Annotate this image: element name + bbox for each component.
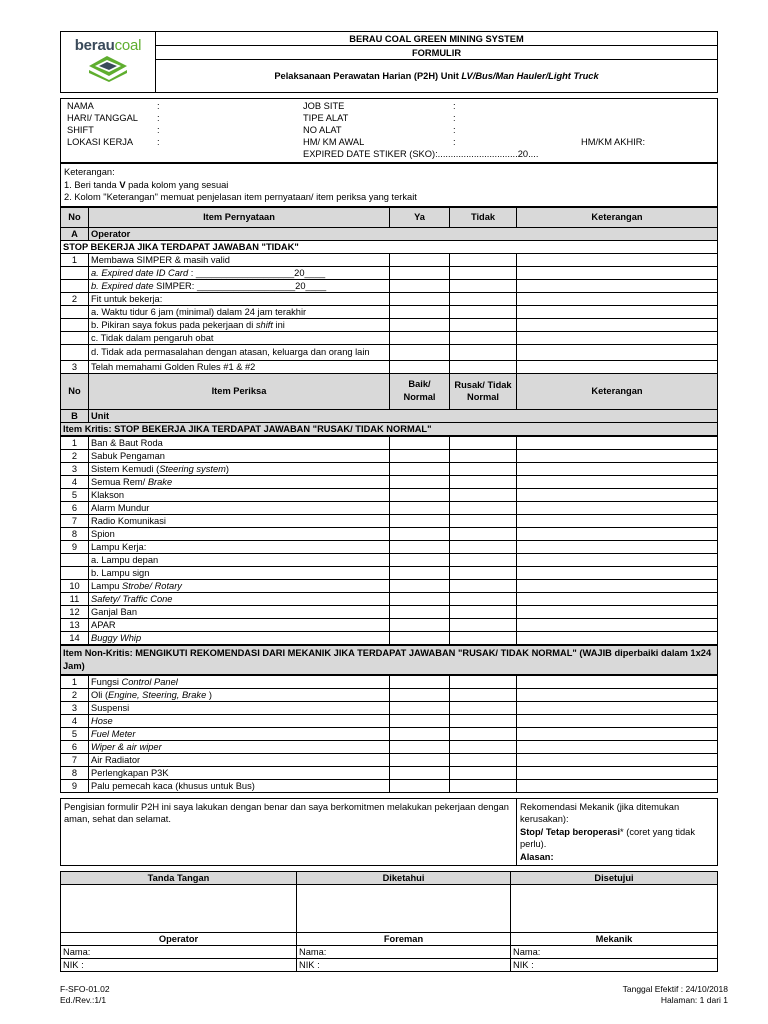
rusak-cell[interactable] xyxy=(450,514,517,527)
table-row: d. Tidak ada permasalahan dengan atasan, keluarga dan orang lain xyxy=(61,344,718,360)
table-row xyxy=(61,527,718,540)
tidak-cell[interactable] xyxy=(450,360,517,373)
keterangan-cell[interactable] xyxy=(517,714,718,727)
section-a-title: Operator xyxy=(89,227,718,240)
keterangan-cell[interactable] xyxy=(517,631,718,644)
foreman-signature-area[interactable] xyxy=(297,885,511,933)
ya-cell[interactable] xyxy=(390,292,450,305)
header-line2: FORMULIR xyxy=(156,46,718,60)
table-row xyxy=(61,714,718,727)
job-site-field[interactable]: : xyxy=(453,101,456,111)
tidak-cell[interactable] xyxy=(450,292,517,305)
keterangan-cell[interactable] xyxy=(517,527,718,540)
no-alat-field[interactable]: : xyxy=(453,125,456,135)
hari-field[interactable]: : xyxy=(157,113,160,123)
lokasi-field[interactable]: : xyxy=(157,137,160,147)
rusak-cell[interactable] xyxy=(450,501,517,514)
baik-cell[interactable] xyxy=(390,527,450,540)
keterangan-cell[interactable] xyxy=(517,675,718,688)
keterangan-cell[interactable] xyxy=(517,779,718,792)
rusak-cell[interactable] xyxy=(450,579,517,592)
berau-coal-logo-icon xyxy=(85,52,131,82)
baik-cell[interactable] xyxy=(390,553,450,566)
item-label: Ganjal Ban xyxy=(89,605,390,618)
item-label: Safety/ Traffic Cone xyxy=(89,592,390,605)
row-number: 6 xyxy=(61,740,89,753)
row-number: 5 xyxy=(61,488,89,501)
table-row xyxy=(61,501,718,514)
mekanik-nama-field[interactable]: Nama: xyxy=(511,946,718,959)
keterangan-cell[interactable] xyxy=(517,514,718,527)
baik-cell[interactable] xyxy=(390,779,450,792)
rusak-cell[interactable] xyxy=(450,436,517,449)
table-row xyxy=(61,566,718,579)
baik-cell[interactable] xyxy=(390,488,450,501)
hari-label: HARI/ TANGGAL xyxy=(67,113,138,123)
col-no-header: No xyxy=(61,207,89,227)
mekanik-signature-area[interactable] xyxy=(511,885,718,933)
table-row: 2 Fit untuk bekerja: xyxy=(61,292,718,305)
keterangan-cell[interactable] xyxy=(517,475,718,488)
table-row xyxy=(61,514,718,527)
table-row xyxy=(61,675,718,688)
baik-cell[interactable] xyxy=(390,540,450,553)
rusak-cell[interactable] xyxy=(450,701,517,714)
ya-cell[interactable] xyxy=(390,331,450,344)
keterangan-item-2: 2. Kolom "Keterangan" memuat penjelasan item pernyataan/ item periksa yang terkait xyxy=(64,192,417,202)
item-label: Buggy Whip xyxy=(89,631,390,644)
keterangan-cell[interactable] xyxy=(517,360,718,373)
tanda-tangan-header: Tanda Tangan xyxy=(61,872,297,885)
nama-label: NAMA xyxy=(67,101,94,111)
item-label: Alarm Mundur xyxy=(89,501,390,514)
baik-cell[interactable] xyxy=(390,566,450,579)
item-label: Radio Komunikasi xyxy=(89,514,390,527)
mekanik-nik-field[interactable]: NIK : xyxy=(511,959,718,972)
keterangan-cell[interactable] xyxy=(517,501,718,514)
baik-cell[interactable] xyxy=(390,766,450,779)
header-line1: BERAU COAL GREEN MINING SYSTEM xyxy=(156,32,718,46)
p2h-form xyxy=(60,31,718,972)
row-number: 9 xyxy=(61,540,89,553)
table-row xyxy=(61,592,718,605)
keterangan-cell[interactable] xyxy=(517,436,718,449)
baik-cell[interactable] xyxy=(390,449,450,462)
ya-cell[interactable] xyxy=(390,279,450,292)
item-label: Fuel Meter xyxy=(89,727,390,740)
keterangan-cell[interactable] xyxy=(517,566,718,579)
row-number: 3 xyxy=(61,701,89,714)
hm-akhir-label[interactable]: HM/KM AKHIR: xyxy=(581,137,646,147)
rusak-cell[interactable] xyxy=(450,727,517,740)
rusak-cell[interactable] xyxy=(450,753,517,766)
row-number: 1 xyxy=(61,675,89,688)
baik-cell[interactable] xyxy=(390,475,450,488)
ya-cell[interactable] xyxy=(390,253,450,266)
row-number: 7 xyxy=(61,753,89,766)
table-row xyxy=(61,740,718,753)
rusak-cell[interactable] xyxy=(450,618,517,631)
table-row xyxy=(61,436,718,449)
ya-cell[interactable] xyxy=(390,360,450,373)
baik-cell[interactable] xyxy=(390,462,450,475)
col-baik-header: Baik/ Normal xyxy=(390,373,450,409)
row-number: 4 xyxy=(61,475,89,488)
form-header xyxy=(60,31,718,93)
baik-cell[interactable] xyxy=(390,727,450,740)
item-label: Lampu Strobe/ Rotary xyxy=(89,579,390,592)
table-row: c. Tidak dalam pengaruh obat xyxy=(61,331,718,344)
item-label: Suspensi xyxy=(89,701,390,714)
job-site-label: JOB SITE xyxy=(303,101,345,111)
item-label: Wiper & air wiper xyxy=(89,740,390,753)
expired-sko-field[interactable]: EXPIRED DATE STIKER (SKO):...............................20.... xyxy=(303,149,539,159)
tidak-cell[interactable] xyxy=(450,266,517,279)
table-row: 1 Membawa SIMPER & masih valid xyxy=(61,253,718,266)
hm-awal-field[interactable]: : xyxy=(453,137,456,147)
row-number xyxy=(61,553,89,566)
row-number: 10 xyxy=(61,579,89,592)
col-rusak-header: Rusak/ Tidak Normal xyxy=(450,373,517,409)
checklist-table xyxy=(60,207,718,436)
rusak-cell[interactable] xyxy=(450,527,517,540)
info-block xyxy=(60,98,718,163)
rusak-cell[interactable] xyxy=(450,688,517,701)
item-label: a. Lampu depan xyxy=(89,553,390,566)
col-no-header-b: No xyxy=(61,373,89,409)
section-b-letter: B xyxy=(61,409,89,422)
item-label: Perlengkapan P3K xyxy=(89,766,390,779)
keterangan-block xyxy=(60,163,718,207)
section-a-letter: A xyxy=(61,227,89,240)
item-kritis-warning: Item Kritis: STOP BEKERJA JIKA TERDAPAT JAWABAN "RUSAK/ TIDAK NORMAL" xyxy=(61,422,718,435)
col-tidak-header: Tidak xyxy=(450,207,517,227)
keterangan-cell[interactable] xyxy=(517,553,718,566)
keterangan-cell[interactable] xyxy=(517,292,718,305)
baik-cell[interactable] xyxy=(390,605,450,618)
rusak-cell[interactable] xyxy=(450,675,517,688)
tidak-cell[interactable] xyxy=(450,344,517,360)
baik-cell[interactable] xyxy=(390,714,450,727)
rusak-cell[interactable] xyxy=(450,566,517,579)
logo xyxy=(61,32,156,93)
keterangan-cell[interactable] xyxy=(517,701,718,714)
keterangan-cell[interactable] xyxy=(517,279,718,292)
keterangan-cell[interactable] xyxy=(517,266,718,279)
baik-cell[interactable] xyxy=(390,579,450,592)
table-row: a. Expired date ID Card : ___________________20____ xyxy=(61,266,718,279)
col-item-pernyataan-header: Item Pernyataan xyxy=(89,207,390,227)
tipe-alat-field[interactable]: : xyxy=(453,113,456,123)
item-label: Klakson xyxy=(89,488,390,501)
table-row: b. Pikiran saya fokus pada pekerjaan di shift ini xyxy=(61,318,718,331)
table-row xyxy=(61,449,718,462)
keterangan-cell[interactable] xyxy=(517,449,718,462)
keterangan-cell[interactable] xyxy=(517,766,718,779)
ya-cell[interactable] xyxy=(390,305,450,318)
ya-cell[interactable] xyxy=(390,344,450,360)
statement-block xyxy=(60,798,718,867)
row-number: 8 xyxy=(61,527,89,540)
table-row xyxy=(61,727,718,740)
tidak-cell[interactable] xyxy=(450,331,517,344)
nonkritis-items-table xyxy=(60,675,718,793)
item-label: Air Radiator xyxy=(89,753,390,766)
rusak-cell[interactable] xyxy=(450,714,517,727)
table-row xyxy=(61,540,718,553)
rusak-cell[interactable] xyxy=(450,631,517,644)
operator-nik-field[interactable]: NIK : xyxy=(61,959,297,972)
keterangan-cell[interactable] xyxy=(517,462,718,475)
baik-cell[interactable] xyxy=(390,675,450,688)
table-row xyxy=(61,779,718,792)
foreman-nik-field[interactable]: NIK : xyxy=(297,959,511,972)
rusak-cell[interactable] xyxy=(450,540,517,553)
row-number: 5 xyxy=(61,727,89,740)
foreman-nama-field[interactable]: Nama: xyxy=(297,946,511,959)
shift-label: SHIFT xyxy=(67,125,94,135)
rusak-cell[interactable] xyxy=(450,553,517,566)
baik-cell[interactable] xyxy=(390,514,450,527)
item-nonkritis-warning: Item Non-Kritis: MENGIKUTI REKOMENDASI DARI MEKANIK JIKA TERDAPAT JAWABAN "RUSAK/ TIDAK NORMAL" (WAJIB diperbaiki dalam 1x24 Jam) xyxy=(61,645,718,674)
table-row: 3 Telah memahami Golden Rules #1 & #2 xyxy=(61,360,718,373)
item-label: Spion xyxy=(89,527,390,540)
row-number: 3 xyxy=(61,462,89,475)
foreman-label: Foreman xyxy=(297,933,511,946)
rusak-cell[interactable] xyxy=(450,740,517,753)
rusak-cell[interactable] xyxy=(450,462,517,475)
item-label: Ban & Baut Roda xyxy=(89,436,390,449)
header-line3: Pelaksanaan Perawatan Harian (P2H) Unit LV/Bus/Man Hauler/Light Truck xyxy=(156,60,718,93)
keterangan-cell[interactable] xyxy=(517,344,718,360)
keterangan-cell[interactable] xyxy=(517,592,718,605)
baik-cell[interactable] xyxy=(390,701,450,714)
table-row: a. Waktu tidur 6 jam (minimal) dalam 24 jam terakhir xyxy=(61,305,718,318)
table-row xyxy=(61,631,718,644)
table-row: b. Expired date SIMPER: ___________________20____ xyxy=(61,279,718,292)
row-number: 8 xyxy=(61,766,89,779)
tidak-cell[interactable] xyxy=(450,318,517,331)
keterangan-cell[interactable] xyxy=(517,540,718,553)
row-number: 2 xyxy=(61,688,89,701)
row-number: 13 xyxy=(61,618,89,631)
row-number: 2 xyxy=(61,449,89,462)
baik-cell[interactable] xyxy=(390,753,450,766)
baik-cell[interactable] xyxy=(390,592,450,605)
ya-cell[interactable] xyxy=(390,318,450,331)
nonkritis-header-table xyxy=(60,645,718,675)
keterangan-cell[interactable] xyxy=(517,331,718,344)
section-b-title: Unit xyxy=(89,409,718,422)
row-number: 9 xyxy=(61,779,89,792)
mekanik-label: Mekanik xyxy=(511,933,718,946)
table-row xyxy=(61,766,718,779)
row-number: 1 xyxy=(61,436,89,449)
baik-cell[interactable] xyxy=(390,436,450,449)
keterangan-item-1: 1. Beri tanda V pada kolom yang sesuai xyxy=(64,179,229,190)
operator-nama-field[interactable]: Nama: xyxy=(61,946,297,959)
col-ya-header: Ya xyxy=(390,207,450,227)
row-number: 12 xyxy=(61,605,89,618)
baik-cell[interactable] xyxy=(390,618,450,631)
signature-block xyxy=(60,871,718,972)
item-label: Sistem Kemudi (Steering system) xyxy=(89,462,390,475)
item-label: Lampu Kerja: xyxy=(89,540,390,553)
row-number: 6 xyxy=(61,501,89,514)
item-label: Semua Rem/ Brake xyxy=(89,475,390,488)
keterangan-cell[interactable] xyxy=(517,618,718,631)
baik-cell[interactable] xyxy=(390,631,450,644)
keterangan-title: Keterangan: xyxy=(64,167,115,177)
tidak-cell[interactable] xyxy=(450,253,517,266)
col-keterangan-header: Keterangan xyxy=(517,207,718,227)
row-number: 7 xyxy=(61,514,89,527)
rusak-cell[interactable] xyxy=(450,605,517,618)
hm-awal-label: HM/ KM AWAL xyxy=(303,137,365,147)
rusak-cell[interactable] xyxy=(450,779,517,792)
baik-cell[interactable] xyxy=(390,740,450,753)
row-number: 11 xyxy=(61,592,89,605)
commitment-statement: Pengisian formulir P2H ini saya lakukan dengan benar dan saya berkomitmen melakukan pekerjaan dengan aman, sehat dan selamat. xyxy=(61,798,517,866)
table-row xyxy=(61,688,718,701)
keterangan-cell[interactable] xyxy=(517,605,718,618)
operator-signature-area[interactable] xyxy=(61,885,297,933)
lokasi-label: LOKASI KERJA xyxy=(67,137,134,147)
keterangan-cell[interactable] xyxy=(517,753,718,766)
footer-page-info: Tanggal Efektif : 24/10/2018 Halaman: 1 dari 1 xyxy=(622,984,728,1005)
mechanic-recommendation[interactable]: Rekomendasi Mekanik (jika ditemukan kerusakan): Stop/ Tetap beroperasi* (coret yang tidak perlu). Alasan: xyxy=(517,798,718,866)
disetujui-header: Disetujui xyxy=(511,872,718,885)
baik-cell[interactable] xyxy=(390,688,450,701)
shift-field[interactable]: : xyxy=(157,125,160,135)
item-label: b. Lampu sign xyxy=(89,566,390,579)
keterangan-cell[interactable] xyxy=(517,305,718,318)
logo-brand-2: coal xyxy=(114,36,142,54)
diketahui-header: Diketahui xyxy=(297,872,511,885)
ya-cell[interactable] xyxy=(390,266,450,279)
item-label: Hose xyxy=(89,714,390,727)
col-keterangan-header-b: Keterangan xyxy=(517,373,718,409)
rusak-cell[interactable] xyxy=(450,766,517,779)
no-alat-label: NO ALAT xyxy=(303,125,342,135)
kritis-items-table xyxy=(60,436,718,645)
nama-field[interactable]: : xyxy=(157,101,160,111)
keterangan-cell[interactable] xyxy=(517,740,718,753)
row-number xyxy=(61,566,89,579)
table-row xyxy=(61,475,718,488)
table-row xyxy=(61,605,718,618)
table-row xyxy=(61,701,718,714)
keterangan-cell[interactable] xyxy=(517,727,718,740)
item-label: Palu pemecah kaca (khusus untuk Bus) xyxy=(89,779,390,792)
item-label: Sabuk Pengaman xyxy=(89,449,390,462)
row-number: 4 xyxy=(61,714,89,727)
tidak-cell[interactable] xyxy=(450,305,517,318)
table-row xyxy=(61,462,718,475)
footer-doc-code: F-SFO-01.02 Ed./Rev.:1/1 xyxy=(60,984,110,1005)
keterangan-cell[interactable] xyxy=(517,688,718,701)
table-row xyxy=(61,553,718,566)
logo-brand-1: berau xyxy=(74,36,115,54)
keterangan-cell[interactable] xyxy=(517,488,718,501)
row-number: 14 xyxy=(61,631,89,644)
stop-tidak-warning: STOP BEKERJA JIKA TERDAPAT JAWABAN "TIDAK" xyxy=(61,240,718,253)
operator-label: Operator xyxy=(61,933,297,946)
rusak-cell[interactable] xyxy=(450,592,517,605)
col-item-periksa-header: Item Periksa xyxy=(89,373,390,409)
baik-cell[interactable] xyxy=(390,501,450,514)
keterangan-cell[interactable] xyxy=(517,318,718,331)
table-row xyxy=(61,753,718,766)
table-row xyxy=(61,579,718,592)
rusak-cell[interactable] xyxy=(450,488,517,501)
rusak-cell[interactable] xyxy=(450,475,517,488)
item-label: APAR xyxy=(89,618,390,631)
table-row xyxy=(61,488,718,501)
keterangan-cell[interactable] xyxy=(517,253,718,266)
table-row xyxy=(61,618,718,631)
tidak-cell[interactable] xyxy=(450,279,517,292)
item-label: Oli (Engine, Steering, Brake ) xyxy=(89,688,390,701)
keterangan-cell[interactable] xyxy=(517,579,718,592)
item-label: Fungsi Control Panel xyxy=(89,675,390,688)
tipe-alat-label: TIPE ALAT xyxy=(303,113,349,123)
rusak-cell[interactable] xyxy=(450,449,517,462)
